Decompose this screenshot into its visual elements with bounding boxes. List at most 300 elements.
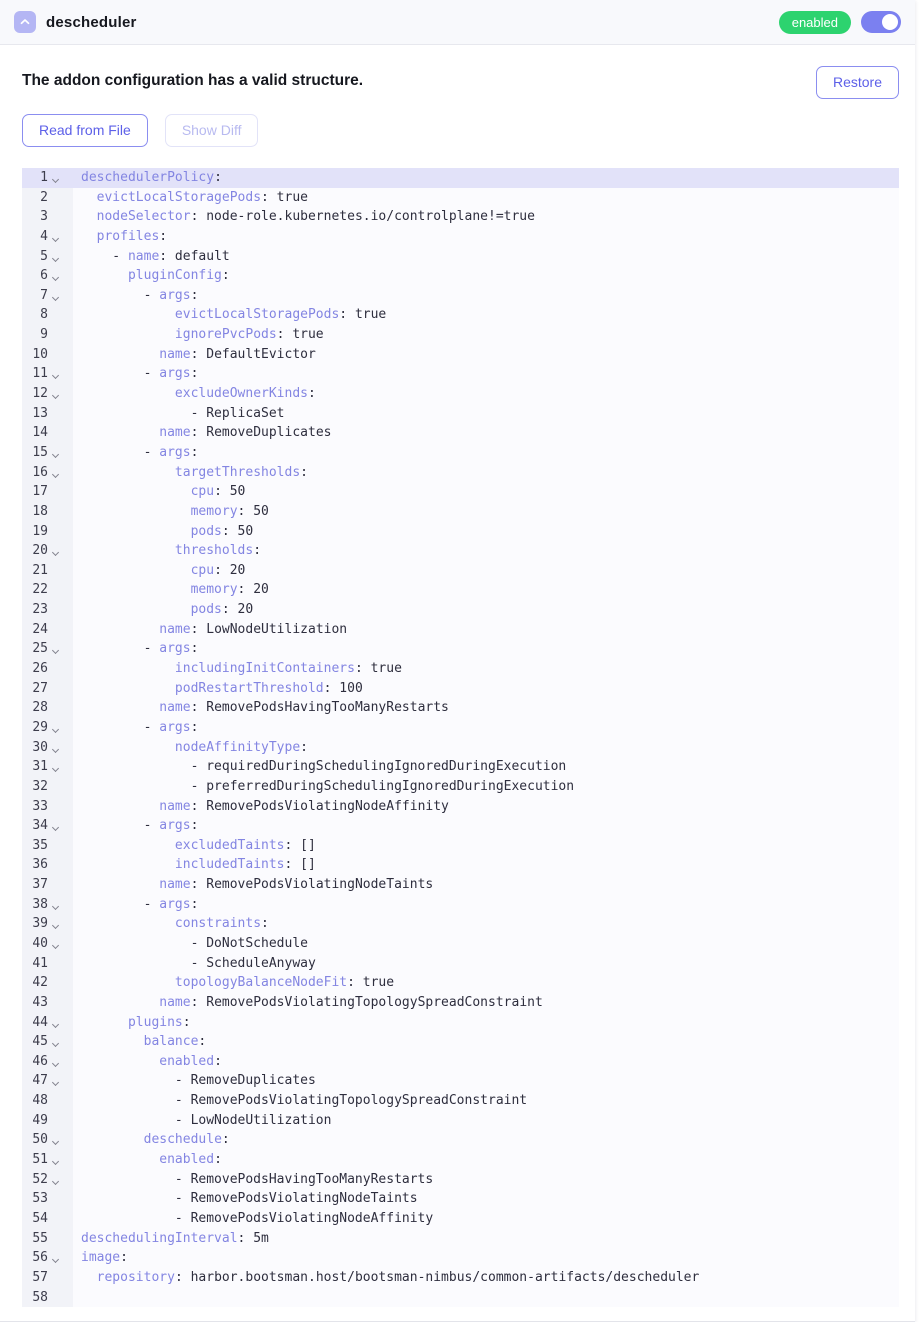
yaml-key: nodeAffinityType <box>174 739 301 755</box>
code-text: deschedulerPolicy: <box>81 170 222 185</box>
code-text: constraints: <box>174 916 269 932</box>
editor-line[interactable] <box>22 247 899 267</box>
yaml-key: args <box>159 287 191 303</box>
line-gutter <box>22 954 73 974</box>
fold-chevron-down-icon[interactable] <box>48 384 68 404</box>
code-text: cpu: 50 <box>190 484 246 500</box>
line-gutter <box>22 1248 73 1268</box>
line-number: 38 <box>32 896 48 912</box>
editor-line[interactable] <box>22 738 899 758</box>
fold-chevron-down-icon[interactable] <box>48 1150 68 1170</box>
line-number: 48 <box>32 1093 48 1109</box>
fold-chevron-down-icon[interactable] <box>48 1013 68 1033</box>
line-gutter <box>22 1189 73 1209</box>
line-gutter <box>22 816 73 836</box>
line-gutter <box>22 247 73 267</box>
yaml-key: name <box>159 425 191 441</box>
editor-line[interactable] <box>22 855 899 875</box>
line-number: 47 <box>32 1073 48 1089</box>
line-gutter <box>22 993 73 1013</box>
yaml-key: cpu <box>190 562 215 578</box>
code-text: - args: <box>81 444 199 460</box>
yaml-key: balance <box>143 1034 199 1050</box>
fold-chevron-down-icon[interactable] <box>48 934 68 954</box>
editor-line[interactable] <box>22 541 899 561</box>
editor-line[interactable] <box>22 325 899 345</box>
editor-line[interactable] <box>22 1229 899 1249</box>
line-number: 31 <box>32 759 48 775</box>
fold-chevron-down-icon[interactable] <box>48 541 68 561</box>
line-gutter <box>22 522 73 542</box>
fold-chevron-down-icon[interactable] <box>48 816 68 836</box>
line-gutter <box>22 482 73 502</box>
line-number: 27 <box>32 680 48 696</box>
line-number: 33 <box>32 798 48 814</box>
fold-spacer <box>48 502 68 522</box>
yaml-key: topologyBalanceNodeFit <box>174 975 348 991</box>
fold-chevron-down-icon[interactable] <box>48 1248 68 1268</box>
show-diff-button[interactable]: Show Diff <box>165 114 259 147</box>
line-gutter <box>22 502 73 522</box>
fold-chevron-down-icon[interactable] <box>48 718 68 738</box>
editor-line[interactable] <box>22 836 899 856</box>
editor-line[interactable] <box>22 895 899 915</box>
line-gutter <box>22 895 73 915</box>
yaml-key: thresholds <box>174 543 254 559</box>
code-text: - preferredDuringSchedulingIgnoredDuringExecution <box>81 778 575 794</box>
yaml-key: targetThresholds <box>174 464 301 480</box>
code-text: - LowNodeUtilization <box>81 1112 332 1128</box>
editor-line[interactable] <box>22 1209 899 1229</box>
fold-spacer <box>48 973 68 993</box>
yaml-key: pods <box>190 523 222 539</box>
editor-line[interactable] <box>22 934 899 954</box>
fold-spacer <box>48 1229 68 1249</box>
yaml-key: plugins <box>127 1014 183 1030</box>
fold-chevron-down-icon[interactable] <box>48 895 68 915</box>
yaml-key: name <box>159 798 191 814</box>
line-number: 3 <box>40 209 48 225</box>
fold-spacer <box>48 620 68 640</box>
line-number: 7 <box>40 287 48 303</box>
fold-chevron-down-icon[interactable] <box>48 1170 68 1190</box>
yaml-key: includedTaints <box>174 857 285 873</box>
yaml-key: podRestartThreshold <box>174 680 324 696</box>
code-text: - DoNotSchedule <box>81 935 308 951</box>
fold-spacer <box>48 423 68 443</box>
fold-spacer <box>48 875 68 895</box>
editor-line[interactable] <box>22 1268 899 1288</box>
line-gutter <box>22 679 73 699</box>
yaml-key: enabled <box>159 1152 215 1168</box>
code-text: - args: <box>81 818 199 834</box>
line-number: 45 <box>32 1034 48 1050</box>
line-gutter <box>22 620 73 640</box>
fold-chevron-down-icon[interactable] <box>48 364 68 384</box>
yaml-key: name <box>159 994 191 1010</box>
yaml-key: deschedulingInterval <box>81 1230 238 1246</box>
code-text: evictLocalStoragePods: true <box>96 189 308 205</box>
line-number: 6 <box>40 268 48 284</box>
code-text: repository: harbor.bootsman.host/bootsman-nimbus/common-artifacts/descheduler <box>96 1269 700 1285</box>
editor-line[interactable] <box>22 816 899 836</box>
editor-line[interactable] <box>22 718 899 738</box>
line-number: 58 <box>32 1289 48 1305</box>
code-text: enabled: <box>159 1053 222 1069</box>
fold-spacer <box>48 482 68 502</box>
line-gutter <box>22 777 73 797</box>
editor-line[interactable] <box>22 345 899 365</box>
yaml-editor[interactable] <box>22 168 899 1307</box>
addon-header <box>0 0 915 45</box>
line-number: 37 <box>32 877 48 893</box>
line-number: 44 <box>32 1014 48 1030</box>
line-gutter <box>22 266 73 286</box>
line-number: 5 <box>40 248 48 264</box>
line-gutter <box>22 1268 73 1288</box>
fold-spacer <box>48 580 68 600</box>
line-gutter <box>22 659 73 679</box>
yaml-key: name <box>159 700 191 716</box>
yaml-key: excludedTaints <box>174 837 285 853</box>
line-gutter <box>22 1209 73 1229</box>
code-text: deschedule: <box>143 1132 230 1148</box>
code-text: memory: 50 <box>190 503 269 519</box>
line-number: 40 <box>32 935 48 951</box>
yaml-key: includingInitContainers <box>174 661 355 677</box>
fold-spacer <box>48 1111 68 1131</box>
editor-line[interactable] <box>22 993 899 1013</box>
line-number: 17 <box>32 484 48 500</box>
code-text: - args: <box>81 641 199 657</box>
line-number: 52 <box>32 1171 48 1187</box>
yaml-key: name <box>127 248 160 264</box>
line-gutter <box>22 227 73 247</box>
header-controls <box>779 11 901 34</box>
code-text: name: RemovePodsViolatingNodeTaints <box>159 877 434 893</box>
line-gutter <box>22 423 73 443</box>
line-number: 41 <box>32 955 48 971</box>
editor-line[interactable] <box>22 188 899 208</box>
fold-chevron-down-icon[interactable] <box>48 738 68 758</box>
editor-line[interactable] <box>22 659 899 679</box>
yaml-key: evictLocalStoragePods <box>174 307 340 323</box>
fold-chevron-down-icon[interactable] <box>48 1130 68 1150</box>
line-number: 55 <box>32 1230 48 1246</box>
editor-line[interactable] <box>22 482 899 502</box>
line-gutter <box>22 561 73 581</box>
editor-line[interactable] <box>22 954 899 974</box>
line-gutter <box>22 1288 73 1308</box>
editor-line[interactable] <box>22 364 899 384</box>
line-gutter <box>22 600 73 620</box>
line-number: 1 <box>40 170 48 185</box>
editor-line[interactable] <box>22 502 899 522</box>
yaml-key: profiles <box>96 228 160 244</box>
fold-chevron-down-icon[interactable] <box>48 463 68 483</box>
fold-spacer <box>48 1189 68 1209</box>
actions-row <box>22 114 899 147</box>
code-text: - RemovePodsViolatingNodeTaints <box>81 1191 418 1207</box>
line-gutter <box>22 404 73 424</box>
code-text: balance: <box>143 1034 207 1050</box>
yaml-key: memory <box>190 582 238 598</box>
code-text: pluginConfig: <box>127 268 230 284</box>
fold-spacer <box>48 993 68 1013</box>
fold-spacer <box>48 207 68 227</box>
code-text: memory: 20 <box>190 582 269 598</box>
code-text: - name: default <box>81 248 230 264</box>
code-text: podRestartThreshold: 100 <box>174 680 363 696</box>
editor-line[interactable] <box>22 679 899 699</box>
line-gutter <box>22 934 73 954</box>
status-row <box>22 66 899 99</box>
editor-line[interactable] <box>22 286 899 306</box>
line-number: 26 <box>32 661 48 677</box>
code-text <box>73 1288 81 1308</box>
editor-line[interactable] <box>22 600 899 620</box>
line-number: 22 <box>32 582 48 598</box>
editor-line[interactable] <box>22 1071 899 1091</box>
line-gutter <box>22 188 73 208</box>
fold-chevron-down-icon[interactable] <box>48 443 68 463</box>
fold-spacer <box>48 188 68 208</box>
fold-spacer <box>48 777 68 797</box>
fold-spacer <box>48 1288 68 1308</box>
fold-chevron-down-icon[interactable] <box>48 227 68 247</box>
code-text: excludeOwnerKinds: <box>174 386 316 402</box>
fold-chevron-down-icon[interactable] <box>48 247 68 267</box>
line-gutter <box>22 698 73 718</box>
code-text: topologyBalanceNodeFit: true <box>174 975 395 991</box>
yaml-key: memory <box>190 503 238 519</box>
restore-button[interactable]: Restore <box>816 66 899 99</box>
fold-chevron-down-icon[interactable] <box>48 1052 68 1072</box>
editor-line[interactable] <box>22 875 899 895</box>
editor-line[interactable] <box>22 404 899 424</box>
fold-spacer <box>48 1091 68 1111</box>
line-number: 15 <box>32 444 48 460</box>
line-number: 32 <box>32 778 48 794</box>
editor-line[interactable] <box>22 443 899 463</box>
yaml-key: evictLocalStoragePods <box>96 189 262 205</box>
line-gutter <box>22 364 73 384</box>
code-text: includedTaints: [] <box>174 857 316 873</box>
line-number: 30 <box>32 739 48 755</box>
line-gutter <box>22 639 73 659</box>
code-text: pods: 50 <box>190 523 254 539</box>
yaml-key: repository <box>96 1269 175 1285</box>
line-number: 8 <box>40 307 48 323</box>
editor-line[interactable] <box>22 463 899 483</box>
line-gutter <box>22 580 73 600</box>
line-number: 4 <box>40 228 48 244</box>
line-gutter <box>22 1150 73 1170</box>
editor-line[interactable] <box>22 1013 899 1033</box>
code-text: - RemovePodsViolatingNodeAffinity <box>81 1210 434 1226</box>
yaml-key: ignorePvcPods <box>174 327 277 343</box>
editor-line[interactable] <box>22 266 899 286</box>
yaml-key: args <box>159 719 191 735</box>
line-number: 29 <box>32 719 48 735</box>
editor-line[interactable] <box>22 757 899 777</box>
line-gutter <box>22 345 73 365</box>
fold-spacer <box>48 345 68 365</box>
line-number: 11 <box>32 366 48 382</box>
fold-chevron-down-icon[interactable] <box>48 1071 68 1091</box>
fold-spacer <box>48 836 68 856</box>
line-gutter <box>22 384 73 404</box>
yaml-key: constraints <box>174 916 262 932</box>
code-text: evictLocalStoragePods: true <box>174 307 387 323</box>
editor-line[interactable] <box>22 1189 899 1209</box>
editor-line[interactable] <box>22 227 899 247</box>
validation-message: The addon configuration has a valid structure. <box>22 72 364 89</box>
editor-line[interactable] <box>22 1288 899 1308</box>
editor-line[interactable] <box>22 620 899 640</box>
yaml-key: enabled <box>159 1053 215 1069</box>
line-number: 53 <box>32 1191 48 1207</box>
code-text: name: DefaultEvictor <box>159 346 316 362</box>
line-number: 2 <box>40 189 48 205</box>
editor-line[interactable] <box>22 168 899 188</box>
fold-chevron-down-icon[interactable] <box>48 168 68 188</box>
line-gutter <box>22 973 73 993</box>
code-text: - RemovePodsViolatingTopologySpreadConstraint <box>81 1093 528 1109</box>
line-number: 16 <box>32 464 48 480</box>
code-text: - args: <box>81 287 199 303</box>
line-gutter <box>22 1111 73 1131</box>
line-gutter <box>22 305 73 325</box>
fold-chevron-down-icon[interactable] <box>48 1032 68 1052</box>
editor-line[interactable] <box>22 522 899 542</box>
yaml-key: args <box>159 444 191 460</box>
fold-spacer <box>48 797 68 817</box>
line-gutter <box>22 325 73 345</box>
collapse-chevron-up-icon[interactable] <box>14 11 36 33</box>
editor-line[interactable] <box>22 1248 899 1268</box>
fold-spacer <box>48 1268 68 1288</box>
fold-spacer <box>48 1209 68 1229</box>
line-number: 34 <box>32 818 48 834</box>
yaml-key: image <box>81 1250 121 1266</box>
fold-chevron-down-icon[interactable] <box>48 914 68 934</box>
line-gutter <box>22 875 73 895</box>
read-from-file-button[interactable]: Read from File <box>22 114 148 147</box>
line-gutter <box>22 1032 73 1052</box>
fold-spacer <box>48 855 68 875</box>
code-text: - RemoveDuplicates <box>81 1073 316 1089</box>
line-number: 14 <box>32 425 48 441</box>
line-gutter <box>22 855 73 875</box>
editor-line[interactable] <box>22 914 899 934</box>
fold-chevron-down-icon[interactable] <box>48 757 68 777</box>
editor-line[interactable] <box>22 1032 899 1052</box>
editor-line[interactable] <box>22 423 899 443</box>
fold-spacer <box>48 305 68 325</box>
code-text: nodeAffinityType: <box>174 739 308 755</box>
editor-line[interactable] <box>22 1130 899 1150</box>
fold-spacer <box>48 561 68 581</box>
editor-line[interactable] <box>22 1111 899 1131</box>
editor-line[interactable] <box>22 207 899 227</box>
editor-line[interactable] <box>22 797 899 817</box>
code-text: deschedulingInterval: 5m <box>81 1230 269 1246</box>
code-text: name: RemovePodsViolatingTopologySpreadConstraint <box>159 994 543 1010</box>
code-text: - ReplicaSet <box>81 405 285 421</box>
page-title: descheduler <box>46 13 137 31</box>
line-number: 13 <box>32 405 48 421</box>
yaml-key: pluginConfig <box>127 268 222 284</box>
fold-spacer <box>48 325 68 345</box>
line-number: 12 <box>32 386 48 402</box>
editor-line[interactable] <box>22 639 899 659</box>
editor-line[interactable] <box>22 561 899 581</box>
line-number: 43 <box>32 994 48 1010</box>
code-text: name: RemoveDuplicates <box>159 425 332 441</box>
editor-line[interactable] <box>22 384 899 404</box>
editor-line[interactable] <box>22 580 899 600</box>
yaml-key: name <box>159 346 191 362</box>
code-text: - requiredDuringSchedulingIgnoredDuringExecution <box>81 759 567 775</box>
fold-chevron-down-icon[interactable] <box>48 286 68 306</box>
fold-chevron-down-icon[interactable] <box>48 266 68 286</box>
line-number: 46 <box>32 1053 48 1069</box>
code-text: nodeSelector: node-role.kubernetes.io/controlplane!=true <box>96 209 535 225</box>
line-number: 20 <box>32 543 48 559</box>
editor-line[interactable] <box>22 1052 899 1072</box>
fold-spacer <box>48 600 68 620</box>
code-text: - args: <box>81 896 199 912</box>
line-number: 24 <box>32 621 48 637</box>
line-number: 49 <box>32 1112 48 1128</box>
code-text: image: <box>81 1250 128 1266</box>
editor-line[interactable] <box>22 305 899 325</box>
editor-line[interactable] <box>22 1150 899 1170</box>
fold-spacer <box>48 954 68 974</box>
line-number: 18 <box>32 503 48 519</box>
line-gutter <box>22 286 73 306</box>
yaml-key: args <box>159 818 191 834</box>
line-number: 10 <box>32 346 48 362</box>
line-gutter <box>22 757 73 777</box>
toggle-knob <box>882 14 898 30</box>
fold-chevron-down-icon[interactable] <box>48 639 68 659</box>
editor-line[interactable] <box>22 1170 899 1190</box>
line-gutter <box>22 836 73 856</box>
editor-line[interactable] <box>22 698 899 718</box>
line-gutter <box>22 541 73 561</box>
code-text: pods: 20 <box>190 602 254 618</box>
line-gutter <box>22 443 73 463</box>
yaml-key: name <box>159 621 191 637</box>
editor-line[interactable] <box>22 973 899 993</box>
code-text: name: RemovePodsViolatingNodeAffinity <box>159 798 449 814</box>
line-number: 57 <box>32 1269 48 1285</box>
editor-line[interactable] <box>22 777 899 797</box>
line-gutter <box>22 1071 73 1091</box>
fold-spacer <box>48 659 68 679</box>
editor-line[interactable] <box>22 1091 899 1111</box>
enabled-toggle[interactable] <box>861 11 901 33</box>
line-number: 54 <box>32 1210 48 1226</box>
line-number: 25 <box>32 641 48 657</box>
line-number: 42 <box>32 975 48 991</box>
code-text: enabled: <box>159 1152 222 1168</box>
line-number: 28 <box>32 700 48 716</box>
line-gutter <box>22 1170 73 1190</box>
yaml-key: args <box>159 896 191 912</box>
